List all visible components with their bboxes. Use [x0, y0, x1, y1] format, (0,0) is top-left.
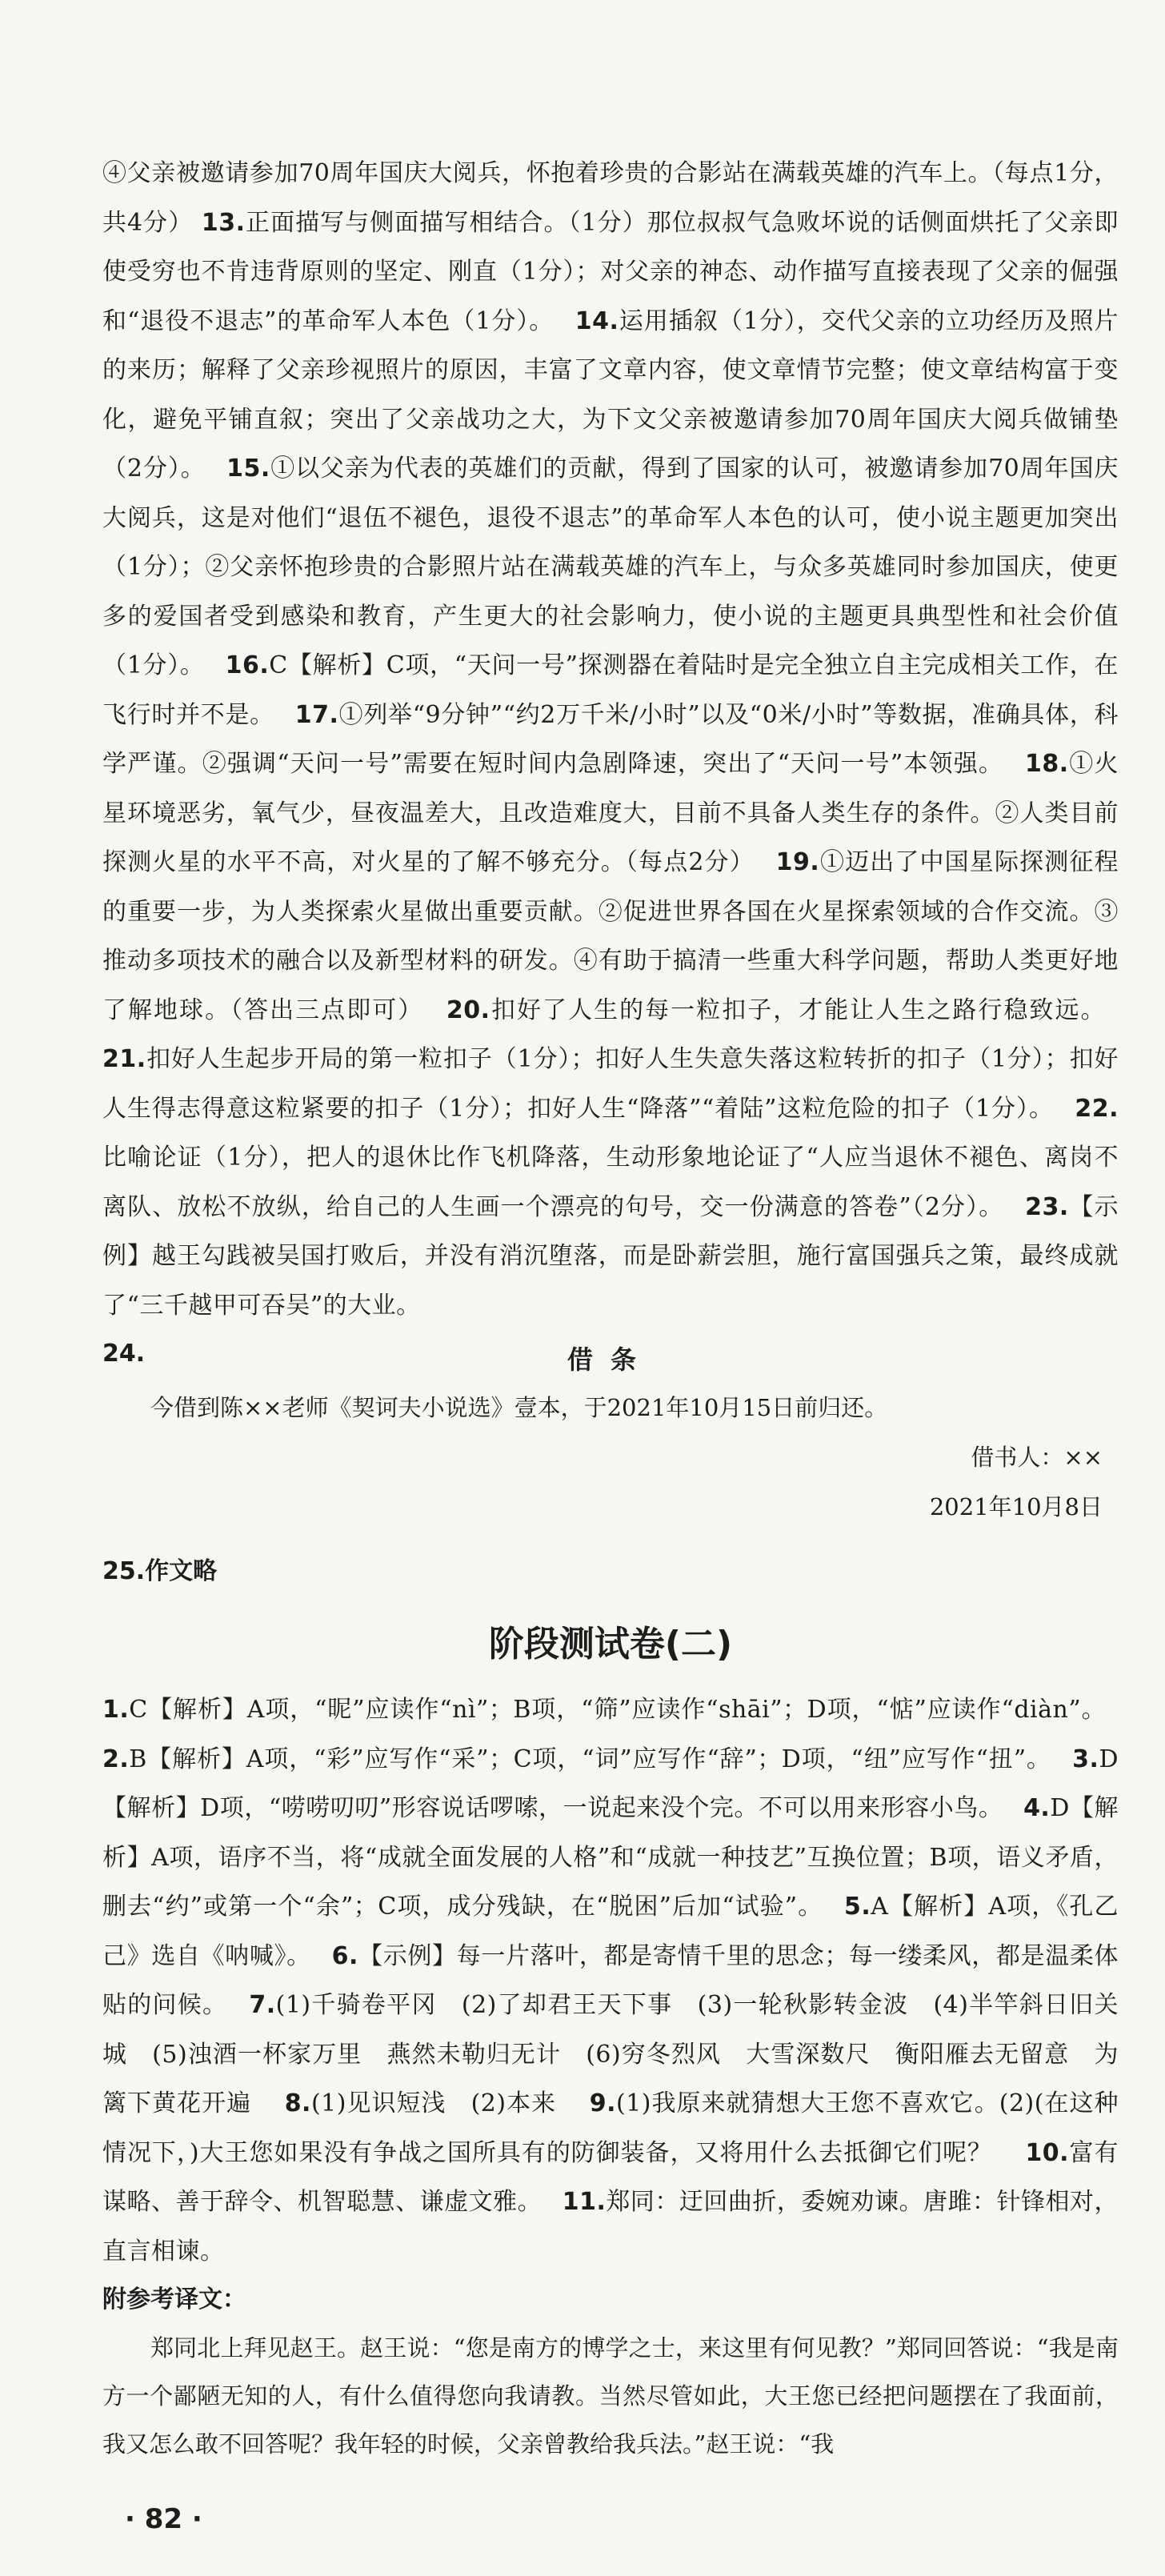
q16-number: 16. — [225, 651, 270, 679]
p2-q11-number: 11. — [562, 2188, 607, 2216]
page-content — [102, 149, 1119, 2468]
p2-q7-answer: (1)千骑卷平冈 (2)了却君王天下事 (3)一轮秋影转金波 (4)半竿斜日旧关城 (5)浊酒一杯家万里 燕然未勒归无计 (6)穷冬烈风 大雪深数尺 衡阳雁去无留意 为篱下黄花开遍 — [102, 1991, 1119, 2117]
q13-number: 13. — [201, 208, 246, 237]
translation-body: 郑同北上拜见赵王。赵王说：“您是南方的博学之士，来这里有何见教？”郑同回答说：“我是南方一个鄙陋无知的人，有什么值得您向我请教。当然尽管如此，大王您已经把问题摆在了我面前，我又怎么敢不回答呢？我年轻的时候，父亲曾教给我兵法。”赵王说：“我 — [102, 2334, 1119, 2458]
q24-number: 24. — [102, 1340, 146, 1368]
q17-answer: ①列举“9分钟”“约2万千米/小时”以及“0米/小时”等数据，准确具体，科学严谨。②强调“天问一号”需要在短时间内急剧降速，突出了“天问一号”本领强。 — [102, 700, 1119, 778]
p2-q6-number: 6. — [331, 1941, 358, 1970]
p2-q10-number: 10. — [1025, 2138, 1070, 2167]
q19-answer: ①迈出了中国星际探测征程的重要一步，为人类探索火星做出重要贡献。②促进世界各国在火星探索领域的合作交流。③推动多项技术的融合以及新型材料的研发。④有助于搞清一些重大科学问题，帮助人类更好地了解地球。（答出三点即可） — [102, 848, 1119, 1024]
p2-q2-number: 2. — [102, 1745, 130, 1773]
q18-number: 18. — [1024, 750, 1069, 778]
iou-note-title: 借条 — [566, 1344, 654, 1375]
p2-q7-number: 7. — [249, 1991, 276, 2019]
p2-q11-answer: 郑同：迂回曲折，委婉劝谏。唐雎：针锋相对，直言相谏。 — [102, 2188, 1119, 2266]
p2-q9-answer: (1)我原来就猜想大王您不喜欢它。(2)(在这种情况下，)大王您如果没有争战之国所具有的防御装备，又将用什么去抵御它们呢？ — [102, 2089, 1119, 2167]
q21-number: 21. — [102, 1045, 146, 1073]
p2-q8-number: 8. — [284, 2089, 311, 2117]
q13-answer: 正面描写与侧面描写相结合。（1分）那位叔叔气急败坏说的话侧面烘托了父亲即使受穷也不肯违背原则的坚定、刚直（1分）；对父亲的神态、动作描写直接表现了父亲的倔强和“退役不退志”的革命军人本色（1分）。 — [102, 208, 1119, 335]
q14-number: 14. — [574, 306, 619, 335]
p2-q3-number: 3. — [1072, 1745, 1099, 1773]
q15-number: 15. — [226, 455, 270, 483]
q25-answer: 25.作文略 — [102, 1557, 218, 1585]
answer-12-continuation: ④父亲被邀请参加70周年国庆大阅兵，怀抱着珍贵的合影站在满载英雄的汽车上。（每点1分，共4分） — [102, 159, 1119, 237]
iou-note-body: 今借到陈××老师《契诃夫小说选》壹本，于2021年10月15日前归还。 — [150, 1394, 888, 1421]
p2-q5-answer: A【解析】A项，《孔乙己》选自《呐喊》。 — [102, 1893, 1119, 1970]
p2-q6-answer: 【示例】每一片落叶，都是寄情千里的思念；每一缕柔风，都是温柔体贴的问候。 — [102, 1941, 1119, 2019]
q20-answer: 扣好了人生的每一粒扣子，才能让人生之路行稳致远。 — [490, 996, 1095, 1024]
p2-q5-number: 5. — [844, 1893, 871, 1921]
q15-answer: ①以父亲为代表的英雄们的贡献，得到了国家的认可，被邀请参加70周年国庆大阅兵，这是对他们“退伍不褪色，退役不退志”的革命军人本色的认可，使小说主题更加突出（1分）；②父亲怀抱珍贵的合影照片站在满载英雄的汽车上，与众多英雄同时参加国庆，使更多的爱国者受到感染和教育，产生更大的社会影响力，使小说的主题更具典型性和社会价值（1分）。 — [102, 455, 1119, 679]
page-number: · 82 · — [125, 2503, 202, 2535]
q22-answer: 比喻论证（1分），把人的退休比作飞机降落，生动形象地论证了“人应当退休不褪色、离岗不离队、放松不放纵，给自己的人生画一个漂亮的句号，交一份满意的答卷”（2分）。 — [102, 1144, 1119, 1221]
iou-note-header — [102, 1332, 1119, 1383]
iou-note-borrower: 借书人：×× — [971, 1444, 1103, 1471]
q14-answer: 运用插叙（1分），交代父亲的立功经历及照片的来历；解释了父亲珍视照片的原因，丰富了文章内容，使文章情节完整；使文章结构富于变化，避免平铺直叙；突出了父亲战功之大，为下文父亲被邀请参加70周年国庆大阅兵做铺垫（2分）。 — [102, 306, 1119, 483]
q19-number: 19. — [775, 848, 820, 876]
q21-answer: 扣好人生起步开局的第一粒扣子（1分）；扣好人生失意失落这粒转折的扣子（1分）；扣好人生得志得意这粒紧要的扣子（1分）；扣好人生“降落”“着陆”这粒危险的扣子（1分）。 — [102, 1045, 1119, 1123]
iou-note-date: 2021年10月8日 — [929, 1493, 1103, 1520]
q23-answer: 【示例】越王勾践被吴国打败后，并没有消沉堕落，而是卧薪尝胆，施行富国强兵之策，最终成就了“三千越甲可吞吴”的大业。 — [102, 1192, 1119, 1320]
p2-q1-answer: C【解析】A项，“昵”应读作“nì”；B项，“筛”应读作“shāi”；D项，“惦”应读作“diàn”。 — [129, 1696, 1095, 1724]
q18-answer: ①火星环境恶劣，氧气少，昼夜温差大，且改造难度大，目前不具备人类生存的条件。②人类目前探测火星的水平不高，对火星的了解不够充分。（每点2分） — [102, 750, 1119, 876]
answers-part2-paragraph — [102, 1685, 1119, 2276]
q16-answer: C【解析】C项，“天问一号”探测器在着陆时是完全独立自主完成相关工作，在飞行时并不是。 — [102, 651, 1119, 729]
q20-number: 20. — [446, 996, 490, 1024]
p2-q1-number: 1. — [102, 1696, 130, 1724]
p2-q4-number: 4. — [1023, 1794, 1051, 1822]
section-title: 阶段测试卷(二) — [488, 1624, 733, 1665]
q17-number: 17. — [294, 700, 339, 729]
p2-q9-number: 9. — [589, 2089, 616, 2117]
answers-part1-paragraph — [102, 149, 1119, 1330]
p2-q3-answer: D【解析】D项，“唠唠叨叨”形容说话啰嗦，一说起来没个完。不可以用来形容小鸟。 — [102, 1745, 1119, 1822]
q23-number: 23. — [1025, 1192, 1069, 1221]
q22-number: 22. — [1075, 1094, 1119, 1123]
p2-q2-answer: B【解析】A项，“彩”应写作“采”；C项，“词”应写作“辞”；D项，“纽”应写作“扭”。 — [129, 1745, 1039, 1773]
p2-q10-answer: 富有谋略、善于辞令、机智聪慧、谦虚文雅。 — [102, 2138, 1119, 2216]
p2-q8-answer: (1)见识短浅 (2)本来 — [310, 2089, 557, 2117]
translation-title: 附参考译文： — [102, 2286, 246, 2314]
p2-q4-answer: D【解析】A项，语序不当，将“成就全面发展的人格”和“成就一种技艺”互换位置；B项，语义矛盾，删去“约”或第一个“余”；C项，成分残缺，在“脱困”后加“试验”。 — [102, 1794, 1119, 1921]
